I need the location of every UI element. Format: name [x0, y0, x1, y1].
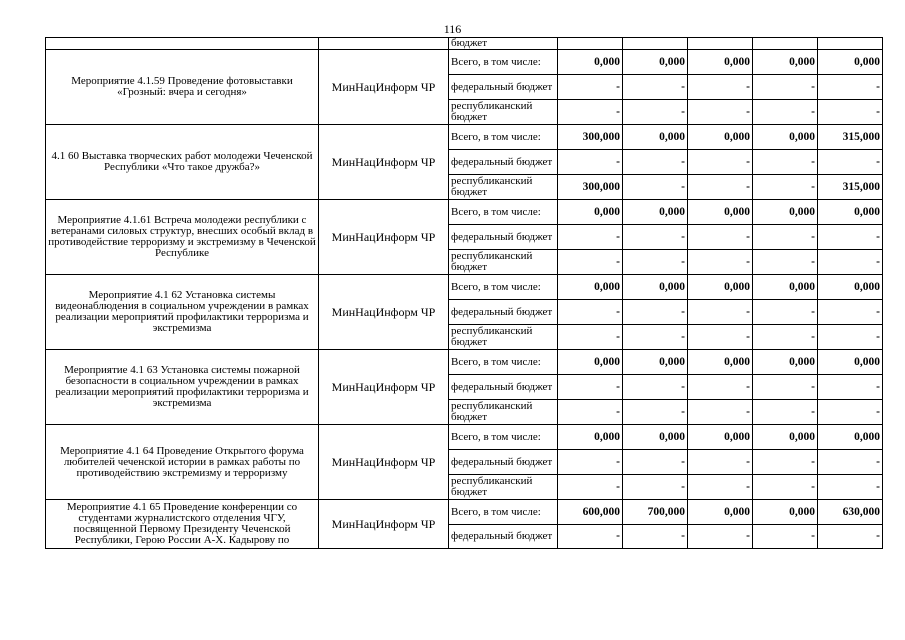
value-cell: - [623, 325, 688, 350]
executor-cell [319, 38, 449, 50]
value-cell: 0,000 [623, 350, 688, 375]
value-cell: 0,000 [818, 275, 883, 300]
value-cell: - [688, 250, 753, 275]
value-cell: - [623, 150, 688, 175]
executor-cell: МинНацИнформ ЧР [319, 275, 449, 350]
value-cell: 0,000 [623, 275, 688, 300]
value-cell: - [623, 375, 688, 400]
value-cell: 0,000 [753, 50, 818, 75]
funding-source-cell: федеральный бюджет [449, 150, 558, 175]
value-cell: 0,000 [688, 200, 753, 225]
value-cell: - [558, 325, 623, 350]
funding-source-cell: федеральный бюджет [449, 525, 558, 549]
activity-name-cell: Мероприятие 4.1 62 Установка системы видеонаблюдения в социальном учреждении в рамках реализации мероприятий профилактики терроризма и экстремизма [46, 275, 319, 350]
funding-source-cell: федеральный бюджет [449, 375, 558, 400]
value-cell: 0,000 [623, 200, 688, 225]
value-cell: 0,000 [753, 350, 818, 375]
value-cell: - [623, 450, 688, 475]
funding-source-cell: Всего, в том числе: [449, 350, 558, 375]
value-cell: 0,000 [753, 125, 818, 150]
value-cell [558, 38, 623, 50]
budget-table [45, 37, 883, 549]
value-cell [753, 38, 818, 50]
value-cell: - [558, 100, 623, 125]
activity-name-cell: Мероприятие 4.1.61 Встреча молодежи республики с ветеранами силовых структур, внесших особый вклад в противодействие терроризму и экстремизму в Чеченской Республике [46, 200, 319, 275]
value-cell: - [753, 400, 818, 425]
value-cell: 600,000 [558, 500, 623, 525]
funding-source-cell: республиканский бюджет [449, 175, 558, 200]
table-row [46, 275, 883, 300]
value-cell [623, 38, 688, 50]
value-cell: 0,000 [753, 200, 818, 225]
value-cell: - [818, 325, 883, 350]
table-row [46, 200, 883, 225]
page-number: 116 [443, 22, 462, 36]
table-row [46, 50, 883, 75]
value-cell: - [753, 325, 818, 350]
funding-source-cell: республиканский бюджет [449, 100, 558, 125]
value-cell: - [818, 400, 883, 425]
value-cell: 0,000 [688, 350, 753, 375]
value-cell: - [818, 150, 883, 175]
activity-name-cell [46, 38, 319, 50]
value-cell: - [688, 525, 753, 549]
value-cell: - [753, 475, 818, 500]
value-cell: - [753, 175, 818, 200]
value-cell: - [623, 100, 688, 125]
value-cell: - [818, 525, 883, 549]
value-cell: - [753, 100, 818, 125]
value-cell: - [818, 250, 883, 275]
executor-cell: МинНацИнформ ЧР [319, 200, 449, 275]
funding-source-cell: федеральный бюджет [449, 450, 558, 475]
value-cell: - [818, 375, 883, 400]
value-cell: - [558, 75, 623, 100]
executor-cell: МинНацИнформ ЧР [319, 125, 449, 200]
table-row [46, 500, 883, 525]
executor-cell: МинНацИнформ ЧР [319, 50, 449, 125]
value-cell: - [558, 150, 623, 175]
value-cell: - [688, 450, 753, 475]
value-cell: - [623, 475, 688, 500]
value-cell: - [623, 525, 688, 549]
funding-source-cell: федеральный бюджет [449, 75, 558, 100]
table-row [46, 125, 883, 150]
value-cell: 0,000 [688, 275, 753, 300]
value-cell: - [558, 450, 623, 475]
value-cell: - [818, 450, 883, 475]
value-cell: 0,000 [818, 50, 883, 75]
value-cell: - [688, 475, 753, 500]
value-cell: - [818, 100, 883, 125]
value-cell: 0,000 [558, 50, 623, 75]
funding-source-cell: федеральный бюджет [449, 225, 558, 250]
value-cell: - [688, 400, 753, 425]
activity-name-cell: Мероприятие 4.1.59 Проведение фотовыставки «Грозный: вчера и сегодня» [46, 50, 319, 125]
value-cell: 0,000 [688, 50, 753, 75]
executor-cell: МинНацИнформ ЧР [319, 425, 449, 500]
funding-source-cell: бюджет [449, 38, 558, 50]
value-cell: - [688, 225, 753, 250]
value-cell: - [753, 250, 818, 275]
funding-source-cell: республиканский бюджет [449, 325, 558, 350]
value-cell: - [818, 475, 883, 500]
value-cell: - [818, 225, 883, 250]
value-cell: 0,000 [623, 425, 688, 450]
value-cell: - [558, 475, 623, 500]
funding-source-cell: Всего, в том числе: [449, 200, 558, 225]
value-cell: - [688, 300, 753, 325]
activity-name-cell: Мероприятие 4.1 65 Проведение конференции со студентами журналистского отделения ЧГУ, посвященной Первому Президенту Чеченской Республики, Герою России А-Х. Кадырову по [46, 500, 319, 549]
value-cell: - [558, 300, 623, 325]
activity-name-cell: 4.1 60 Выставка творческих работ молодежи Чеченской Республики «Что такое дружба?» [46, 125, 319, 200]
value-cell: 0,000 [818, 200, 883, 225]
value-cell: 0,000 [753, 500, 818, 525]
table-row [46, 350, 883, 375]
funding-source-cell: республиканский бюджет [449, 475, 558, 500]
value-cell: - [688, 325, 753, 350]
value-cell: - [753, 525, 818, 549]
value-cell: - [688, 75, 753, 100]
funding-source-cell: Всего, в том числе: [449, 50, 558, 75]
funding-source-cell: Всего, в том числе: [449, 125, 558, 150]
value-cell: 300,000 [558, 175, 623, 200]
value-cell: - [623, 175, 688, 200]
funding-source-cell: Всего, в том числе: [449, 425, 558, 450]
funding-source-cell: Всего, в том числе: [449, 500, 558, 525]
value-cell: 0,000 [558, 275, 623, 300]
value-cell: - [558, 250, 623, 275]
value-cell: - [623, 250, 688, 275]
value-cell: 315,000 [818, 125, 883, 150]
table-row [46, 38, 883, 50]
value-cell: - [623, 75, 688, 100]
value-cell: - [753, 300, 818, 325]
value-cell: - [688, 150, 753, 175]
activity-name-cell: Мероприятие 4.1 64 Проведение Открытого форума любителей чеченской истории в рамках работы по противодействию экстремизму и терроризму [46, 425, 319, 500]
value-cell: - [753, 375, 818, 400]
value-cell: 0,000 [623, 50, 688, 75]
value-cell [818, 38, 883, 50]
value-cell: - [623, 225, 688, 250]
value-cell: 0,000 [818, 350, 883, 375]
table-row [46, 425, 883, 450]
value-cell: - [688, 100, 753, 125]
value-cell: - [753, 150, 818, 175]
value-cell: 0,000 [623, 125, 688, 150]
value-cell: - [623, 300, 688, 325]
value-cell: 0,000 [753, 425, 818, 450]
value-cell: 0,000 [818, 425, 883, 450]
funding-source-cell: федеральный бюджет [449, 300, 558, 325]
funding-source-cell: Всего, в том числе: [449, 275, 558, 300]
value-cell: 0,000 [558, 200, 623, 225]
value-cell: 315,000 [818, 175, 883, 200]
value-cell: - [623, 400, 688, 425]
executor-cell: МинНацИнформ ЧР [319, 500, 449, 549]
value-cell: - [753, 450, 818, 475]
value-cell: - [688, 375, 753, 400]
value-cell: 700,000 [623, 500, 688, 525]
value-cell: - [558, 375, 623, 400]
value-cell: - [818, 75, 883, 100]
funding-source-cell: республиканский бюджет [449, 400, 558, 425]
value-cell: 0,000 [688, 125, 753, 150]
value-cell: - [558, 225, 623, 250]
value-cell: 0,000 [688, 500, 753, 525]
executor-cell: МинНацИнформ ЧР [319, 350, 449, 425]
value-cell: 0,000 [558, 425, 623, 450]
value-cell: - [688, 175, 753, 200]
funding-source-cell: республиканский бюджет [449, 250, 558, 275]
value-cell: - [558, 525, 623, 549]
value-cell: 0,000 [753, 275, 818, 300]
value-cell [688, 38, 753, 50]
value-cell: 0,000 [558, 350, 623, 375]
value-cell: 300,000 [558, 125, 623, 150]
value-cell: - [753, 75, 818, 100]
activity-name-cell: Мероприятие 4.1 63 Установка системы пожарной безопасности в социальном учреждении в рамках реализации мероприятий профилактики терроризма и экстремизма [46, 350, 319, 425]
value-cell: - [818, 300, 883, 325]
value-cell: 630,000 [818, 500, 883, 525]
value-cell: - [753, 225, 818, 250]
value-cell: 0,000 [688, 425, 753, 450]
value-cell: - [558, 400, 623, 425]
